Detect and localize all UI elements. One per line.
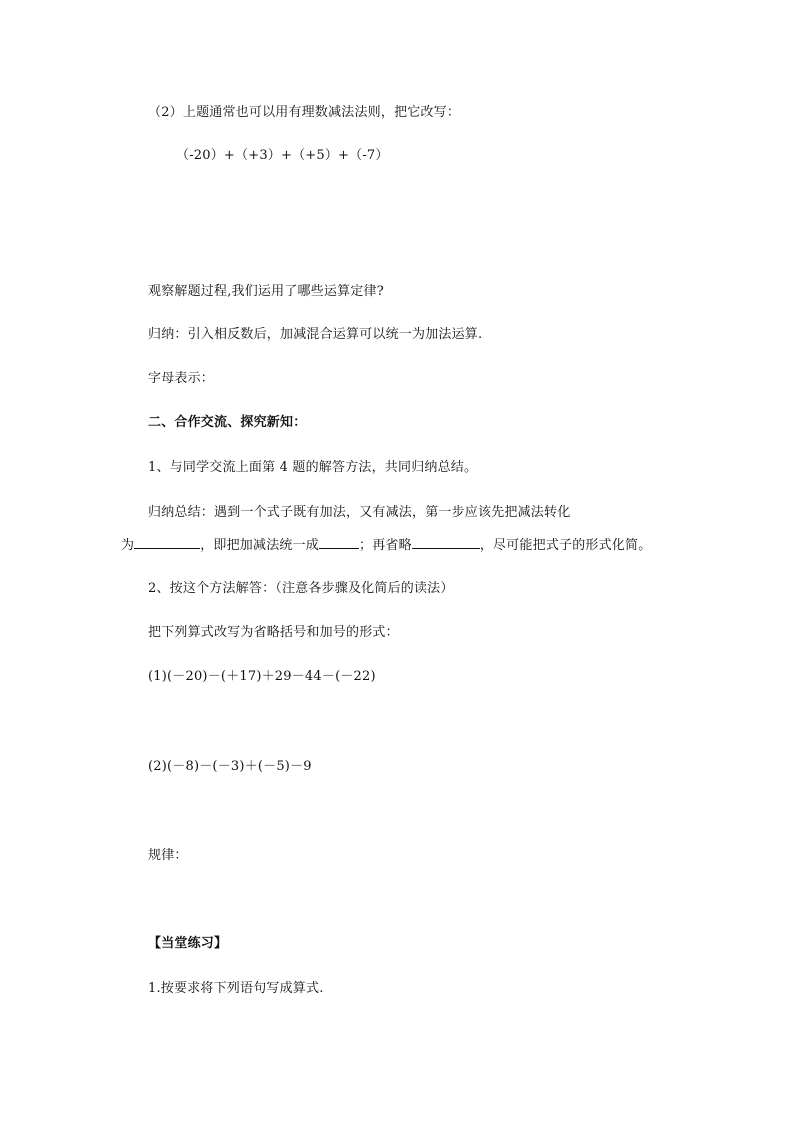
expression-2: (2)(－8)－(－3)＋(－5)－9 (148, 759, 312, 774)
expression-1: (1)(－20)－(＋17)＋29－44－(－22) (148, 669, 376, 684)
rule-label: 规律： (148, 848, 188, 863)
summary-2-text-3: ；再省略 (359, 538, 412, 553)
question-2-expression: （-20）+（+3）+（+5）+（-7） (176, 148, 389, 163)
discussion-item-1: 1、与同学交流上面第 4 题的解答方法，共同归纳总结。 (148, 460, 478, 475)
summary-addition-unification: 归纳：引入相反数后，加减混合运算可以统一为加法运算. (148, 327, 483, 342)
discussion-item-2: 2、按这个方法解答：（注意各步骤及化简后的读法） (148, 581, 454, 596)
observation-question: 观察解题过程,我们运用了哪些运算定律? (148, 284, 384, 299)
fill-in-blank-2 (319, 535, 359, 549)
fill-in-blank-1 (134, 535, 200, 549)
letter-representation-label: 字母表示： (148, 371, 215, 386)
section-2-heading: 二、合作交流、探究新知： (148, 415, 307, 430)
summary-2-text-2: ，即把加减法统一成 (200, 538, 320, 553)
summary-2-line-2 (121, 535, 651, 555)
summary-2-line-1: 归纳总结：遇到一个式子既有加法，又有减法，第一步应该先把减法转化 (148, 505, 571, 520)
summary-2-text-1: 为 (121, 538, 135, 553)
practice-item-1: 1.按要求将下列语句写成算式. (148, 981, 324, 996)
practice-heading: 【当堂练习】 (148, 936, 228, 951)
question-2-heading: （2）上题通常也可以用有理数减法法则，把它改写： (148, 105, 461, 120)
rewrite-instruction: 把下列算式改写为省略括号和加号的形式： (148, 625, 399, 640)
fill-in-blank-3 (412, 535, 480, 549)
summary-2-text-4: ，尽可能把式子的形式化简。 (479, 538, 652, 553)
